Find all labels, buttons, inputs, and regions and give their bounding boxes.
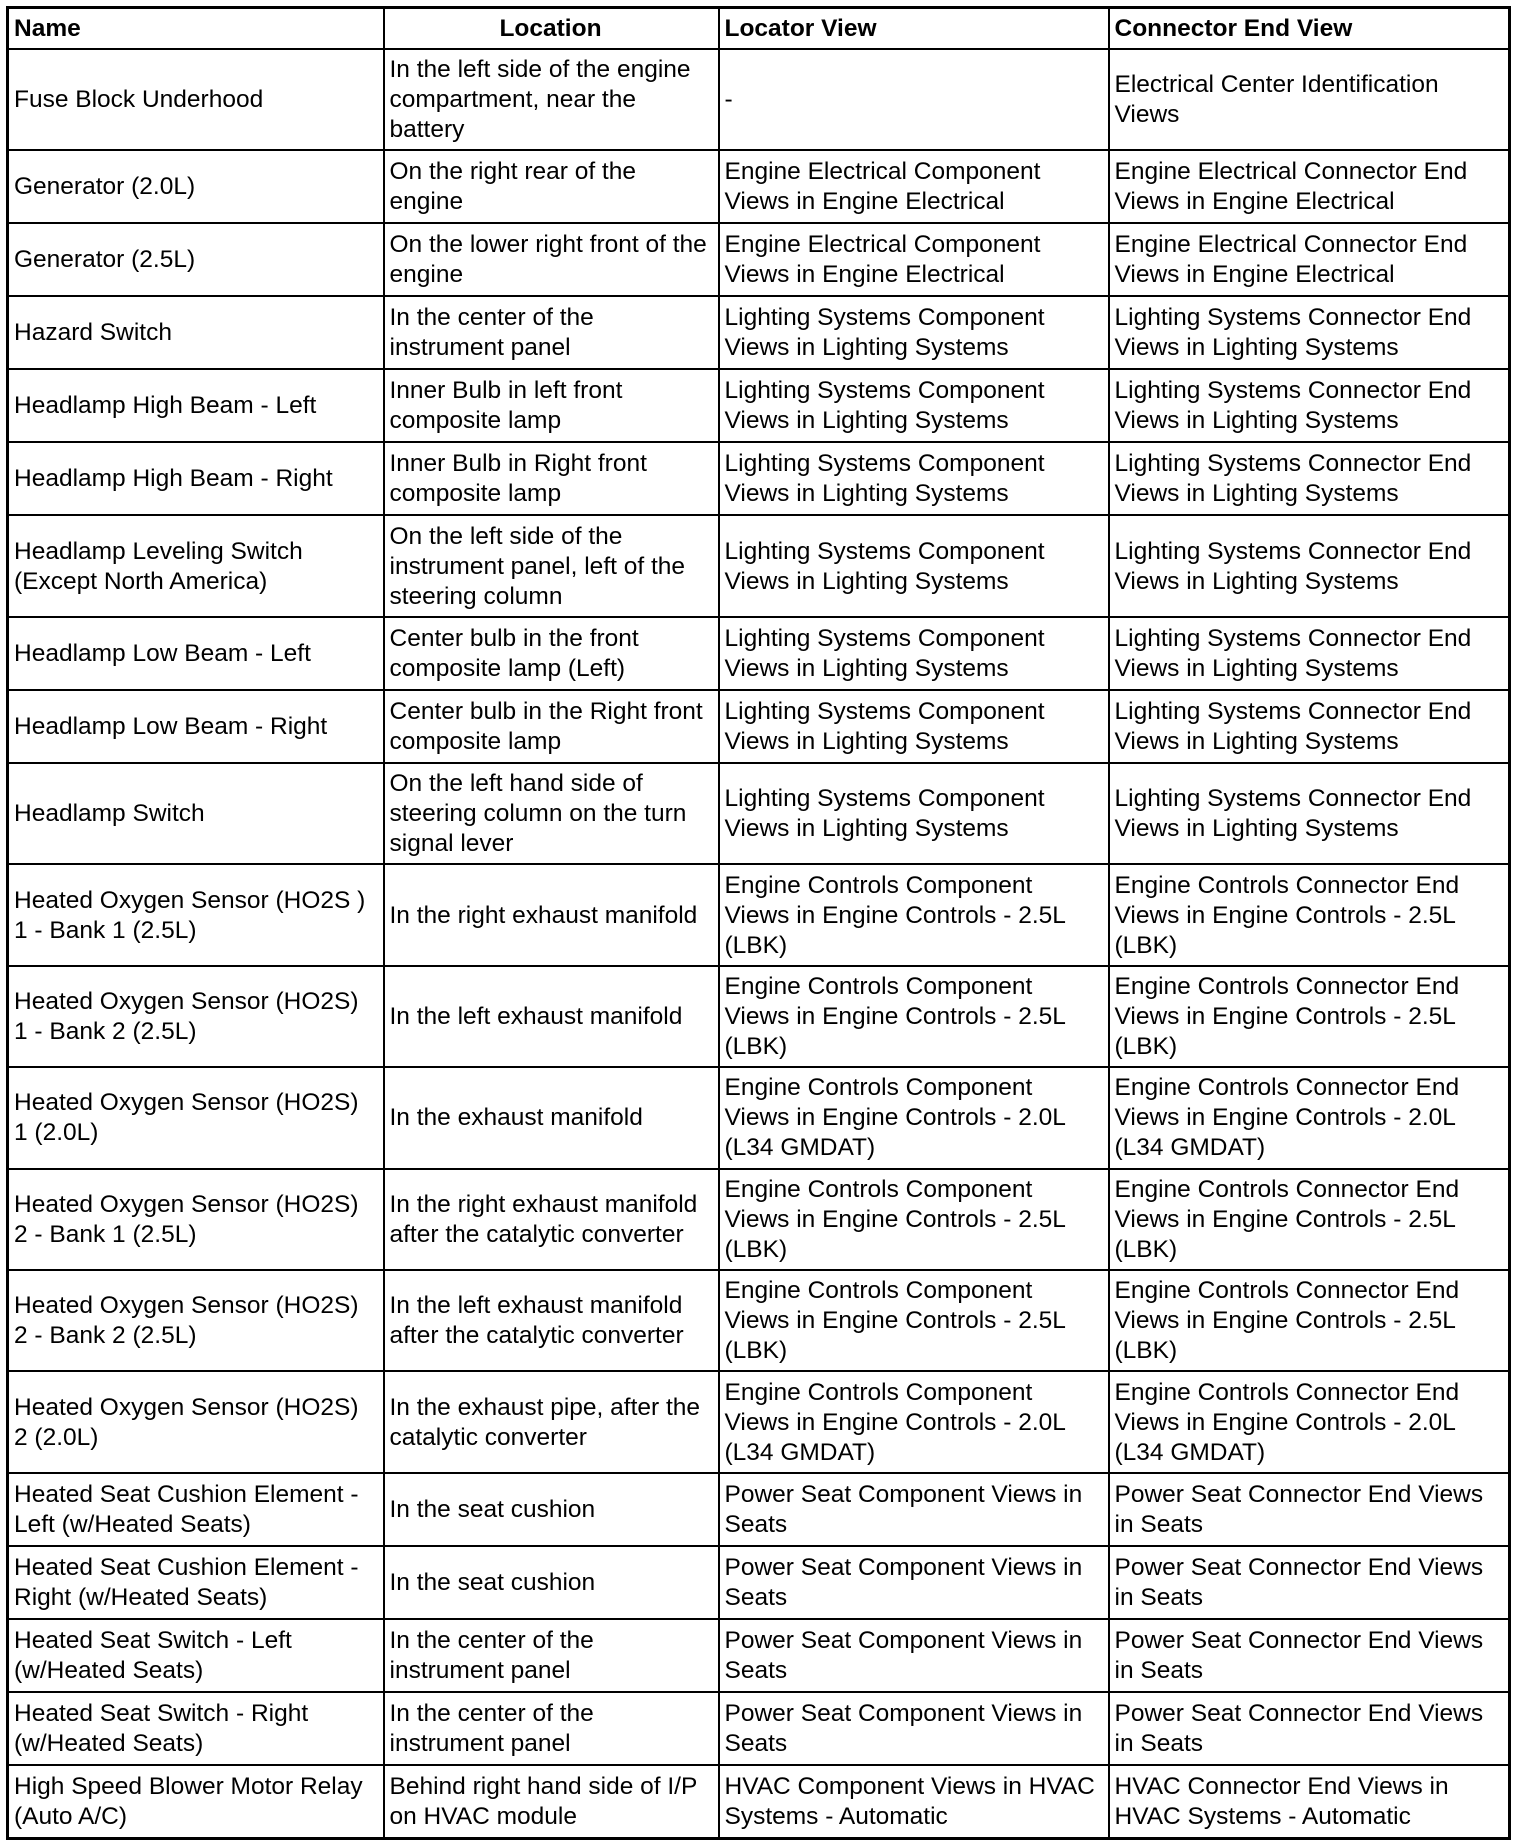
cell-connector-end-view: Lighting Systems Connector End Views in Lighting Systems (1109, 617, 1510, 690)
cell-location: Inner Bulb in Right front composite lamp (384, 442, 719, 515)
cell-name: Heated Seat Switch - Right (w/Heated Seats) (8, 1692, 384, 1765)
table-row (8, 1473, 1510, 1546)
cell-connector-end-view: Lighting Systems Connector End Views in Lighting Systems (1109, 296, 1510, 369)
cell-location: In the left exhaust manifold after the catalytic converter (384, 1270, 719, 1371)
header-connector-end-view: Connector End View (1109, 8, 1510, 50)
cell-connector-end-view: Power Seat Connector End Views in Seats (1109, 1692, 1510, 1765)
table-row (8, 617, 1510, 690)
cell-location: In the left exhaust manifold (384, 966, 719, 1067)
cell-name: Heated Oxygen Sensor (HO2S) 1 (2.0L) (8, 1067, 384, 1168)
cell-name: Generator (2.5L) (8, 223, 384, 296)
cell-connector-end-view: Lighting Systems Connector End Views in Lighting Systems (1109, 369, 1510, 442)
cell-location: In the exhaust manifold (384, 1067, 719, 1168)
table-row (8, 1371, 1510, 1472)
cell-name: High Speed Blower Motor Relay (Auto A/C) (8, 1765, 384, 1839)
table-row (8, 1067, 1510, 1168)
cell-connector-end-view: Engine Controls Connector End Views in Engine Controls - 2.0L (L34 GMDAT) (1109, 1067, 1510, 1168)
cell-name: Headlamp Low Beam - Left (8, 617, 384, 690)
cell-locator-view: Lighting Systems Component Views in Lighting Systems (719, 763, 1109, 864)
cell-locator-view: Engine Electrical Component Views in Engine Electrical (719, 223, 1109, 296)
cell-locator-view: Power Seat Component Views in Seats (719, 1619, 1109, 1692)
cell-name: Hazard Switch (8, 296, 384, 369)
cell-locator-view: Lighting Systems Component Views in Lighting Systems (719, 296, 1109, 369)
cell-location: In the center of the instrument panel (384, 1692, 719, 1765)
cell-location: In the exhaust pipe, after the catalytic converter (384, 1371, 719, 1472)
cell-name: Heated Seat Cushion Element - Right (w/Heated Seats) (8, 1546, 384, 1619)
table-row (8, 223, 1510, 296)
cell-connector-end-view: Engine Controls Connector End Views in Engine Controls - 2.0L (L34 GMDAT) (1109, 1371, 1510, 1472)
cell-location: Behind right hand side of I/P on HVAC module (384, 1765, 719, 1839)
cell-connector-end-view: Engine Electrical Connector End Views in Engine Electrical (1109, 150, 1510, 223)
cell-locator-view: Lighting Systems Component Views in Lighting Systems (719, 369, 1109, 442)
cell-locator-view: Engine Controls Component Views in Engine Controls - 2.5L (LBK) (719, 864, 1109, 965)
cell-location: In the right exhaust manifold (384, 864, 719, 965)
cell-location: Center bulb in the Right front composite lamp (384, 690, 719, 763)
cell-name: Fuse Block Underhood (8, 49, 384, 150)
cell-name: Heated Oxygen Sensor (HO2S) 2 (2.0L) (8, 1371, 384, 1472)
cell-location: In the seat cushion (384, 1473, 719, 1546)
cell-locator-view: Lighting Systems Component Views in Lighting Systems (719, 690, 1109, 763)
table-row (8, 1692, 1510, 1765)
table-row (8, 296, 1510, 369)
cell-locator-view: Engine Controls Component Views in Engine Controls - 2.5L (LBK) (719, 1169, 1109, 1270)
cell-name: Headlamp Switch (8, 763, 384, 864)
table-row (8, 369, 1510, 442)
cell-location: In the seat cushion (384, 1546, 719, 1619)
table-row (8, 966, 1510, 1067)
cell-locator-view: Engine Controls Component Views in Engine Controls - 2.5L (LBK) (719, 1270, 1109, 1371)
cell-location: In the center of the instrument panel (384, 1619, 719, 1692)
cell-name: Headlamp Low Beam - Right (8, 690, 384, 763)
cell-locator-view: Power Seat Component Views in Seats (719, 1546, 1109, 1619)
header-row (8, 8, 1510, 50)
table-row (8, 515, 1510, 616)
cell-locator-view: Engine Controls Component Views in Engine Controls - 2.5L (LBK) (719, 966, 1109, 1067)
cell-connector-end-view: Engine Controls Connector End Views in Engine Controls - 2.5L (LBK) (1109, 1270, 1510, 1371)
cell-name: Headlamp Leveling Switch (Except North America) (8, 515, 384, 616)
cell-connector-end-view: Power Seat Connector End Views in Seats (1109, 1546, 1510, 1619)
cell-name: Headlamp High Beam - Right (8, 442, 384, 515)
cell-name: Heated Oxygen Sensor (HO2S) 2 - Bank 1 (2.5L) (8, 1169, 384, 1270)
cell-location: On the left hand side of steering column on the turn signal lever (384, 763, 719, 864)
cell-connector-end-view: Engine Controls Connector End Views in Engine Controls - 2.5L (LBK) (1109, 966, 1510, 1067)
cell-name: Heated Oxygen Sensor (HO2S ) 1 - Bank 1 (2.5L) (8, 864, 384, 965)
table-row (8, 1619, 1510, 1692)
cell-connector-end-view: HVAC Connector End Views in HVAC Systems - Automatic (1109, 1765, 1510, 1839)
cell-location: On the right rear of the engine (384, 150, 719, 223)
cell-location: Inner Bulb in left front composite lamp (384, 369, 719, 442)
cell-locator-view: Power Seat Component Views in Seats (719, 1473, 1109, 1546)
cell-name: Heated Seat Switch - Left (w/Heated Seats) (8, 1619, 384, 1692)
table-row (8, 1546, 1510, 1619)
cell-locator-view: Engine Electrical Component Views in Engine Electrical (719, 150, 1109, 223)
cell-locator-view: Engine Controls Component Views in Engine Controls - 2.0L (L34 GMDAT) (719, 1371, 1109, 1472)
cell-connector-end-view: Power Seat Connector End Views in Seats (1109, 1619, 1510, 1692)
cell-location: Center bulb in the front composite lamp (Left) (384, 617, 719, 690)
table-row (8, 150, 1510, 223)
header-locator-view: Locator View (719, 8, 1109, 50)
cell-locator-view: Power Seat Component Views in Seats (719, 1692, 1109, 1765)
cell-locator-view: Lighting Systems Component Views in Lighting Systems (719, 442, 1109, 515)
cell-connector-end-view: Lighting Systems Connector End Views in Lighting Systems (1109, 442, 1510, 515)
table-row (8, 49, 1510, 150)
cell-name: Headlamp High Beam - Left (8, 369, 384, 442)
cell-name: Heated Oxygen Sensor (HO2S) 1 - Bank 2 (2.5L) (8, 966, 384, 1067)
cell-connector-end-view: Engine Controls Connector End Views in Engine Controls - 2.5L (LBK) (1109, 864, 1510, 965)
cell-name: Heated Seat Cushion Element - Left (w/Heated Seats) (8, 1473, 384, 1546)
table-row (8, 1270, 1510, 1371)
cell-name: Generator (2.0L) (8, 150, 384, 223)
cell-connector-end-view: Lighting Systems Connector End Views in Lighting Systems (1109, 690, 1510, 763)
cell-connector-end-view: Electrical Center Identification Views (1109, 49, 1510, 150)
header-location: Location (384, 8, 719, 50)
cell-locator-view: Lighting Systems Component Views in Lighting Systems (719, 617, 1109, 690)
header-name: Name (8, 8, 384, 50)
cell-location: On the lower right front of the engine (384, 223, 719, 296)
table-row (8, 442, 1510, 515)
cell-connector-end-view: Engine Electrical Connector End Views in Engine Electrical (1109, 223, 1510, 296)
cell-connector-end-view: Engine Controls Connector End Views in Engine Controls - 2.5L (LBK) (1109, 1169, 1510, 1270)
table-row (8, 1765, 1510, 1839)
cell-name: Heated Oxygen Sensor (HO2S) 2 - Bank 2 (2.5L) (8, 1270, 384, 1371)
cell-location: In the left side of the engine compartment, near the battery (384, 49, 719, 150)
cell-location: On the left side of the instrument panel, left of the steering column (384, 515, 719, 616)
cell-locator-view: - (719, 49, 1109, 150)
table-row (8, 864, 1510, 965)
cell-connector-end-view: Power Seat Connector End Views in Seats (1109, 1473, 1510, 1546)
cell-location: In the right exhaust manifold after the catalytic converter (384, 1169, 719, 1270)
cell-connector-end-view: Lighting Systems Connector End Views in Lighting Systems (1109, 763, 1510, 864)
cell-locator-view: Engine Controls Component Views in Engine Controls - 2.0L (L34 GMDAT) (719, 1067, 1109, 1168)
table-row (8, 690, 1510, 763)
table-row (8, 763, 1510, 864)
cell-locator-view: HVAC Component Views in HVAC Systems - Automatic (719, 1765, 1109, 1839)
cell-location: In the center of the instrument panel (384, 296, 719, 369)
cell-connector-end-view: Lighting Systems Connector End Views in Lighting Systems (1109, 515, 1510, 616)
component-locator-table (6, 6, 1511, 1840)
cell-locator-view: Lighting Systems Component Views in Lighting Systems (719, 515, 1109, 616)
table-row (8, 1169, 1510, 1270)
